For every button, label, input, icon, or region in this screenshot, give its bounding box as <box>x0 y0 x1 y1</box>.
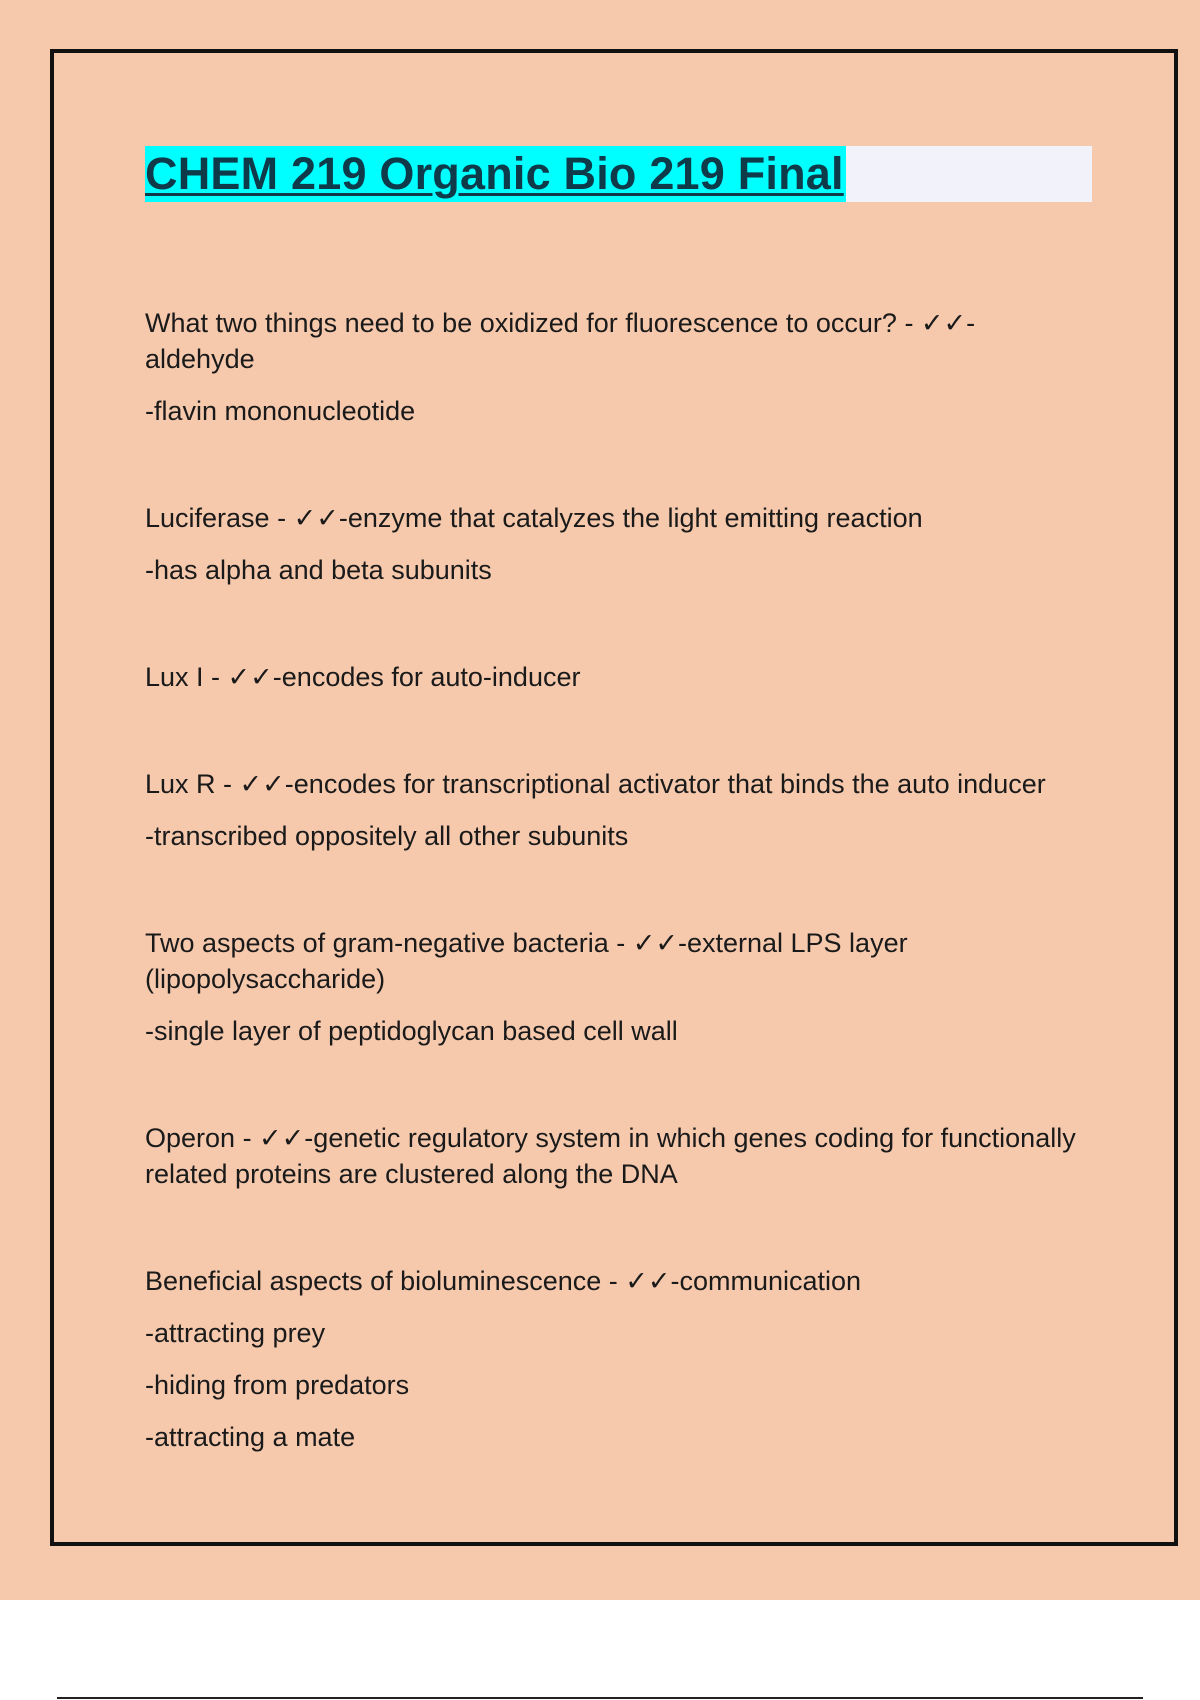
entry-term: Luciferase <box>145 503 270 533</box>
entry-main-line <box>145 500 1095 536</box>
entry-definition: encodes for auto-inducer <box>281 662 581 692</box>
entry-term: Operon <box>145 1123 236 1153</box>
entry-main-line <box>145 1120 1095 1192</box>
footer-divider <box>57 1697 1143 1699</box>
flashcard-entry <box>145 1120 1095 1192</box>
entry-definition: communication <box>679 1266 862 1296</box>
entry-definition: encodes for transcriptional activator that binds the auto inducer <box>293 769 1046 799</box>
entry-main-line <box>145 659 1095 695</box>
document-title: CHEM 219 Organic Bio 219 Final <box>145 146 846 202</box>
flashcard-entry <box>145 305 1095 429</box>
entry-main-line <box>145 1263 1095 1299</box>
entry-term: What two things need to be oxidized for fluorescence to occur? <box>145 308 897 338</box>
entry-definition: genetic regulatory system in which genes coding for functionally related proteins are clustered along the DNA <box>145 1123 1076 1189</box>
flashcard-entry <box>145 500 1095 588</box>
entry-term: Beneficial aspects of bioluminescence <box>145 1266 602 1296</box>
flashcard-entry <box>145 1263 1095 1455</box>
entry-term: Lux I <box>145 662 204 692</box>
entry-extra-line: -has alpha and beta subunits <box>145 555 492 585</box>
entry-term: Two aspects of gram-negative bacteria <box>145 928 609 958</box>
entry-main-line <box>145 925 1095 997</box>
entry-extra-line: -transcribed oppositely all other subunits <box>145 821 629 851</box>
entry-extra-line: -attracting a mate <box>145 1422 356 1452</box>
double-check-separator: - ✓✓- <box>269 503 348 533</box>
entry-extra-line: -attracting prey <box>145 1318 326 1348</box>
flashcard-entry <box>145 766 1095 854</box>
flashcard-entry <box>145 659 1095 695</box>
entry-main-line <box>145 766 1095 802</box>
flashcard-entry <box>145 925 1095 1049</box>
double-check-separator: - ✓✓- <box>608 928 687 958</box>
entry-main-line <box>145 305 1095 377</box>
entry-term: Lux R <box>145 769 216 799</box>
flashcard-list <box>145 305 1095 1455</box>
entry-definition: external LPS layer (lipopolysaccharide) <box>145 928 908 994</box>
double-check-separator: - ✓✓- <box>215 769 294 799</box>
entry-extra-line: -flavin mononucleotide <box>145 396 416 426</box>
double-check-separator: - ✓✓- <box>235 1123 314 1153</box>
entry-definition: aldehyde <box>145 344 255 374</box>
entry-extra-line: -hiding from predators <box>145 1370 410 1400</box>
entry-extra-line: -single layer of peptidoglycan based cell wall <box>145 1016 678 1046</box>
entry-definition: enzyme that catalyzes the light emitting reaction <box>347 503 923 533</box>
double-check-separator: - ✓✓- <box>203 662 282 692</box>
double-check-separator: - ✓✓- <box>601 1266 680 1296</box>
double-check-separator: - ✓✓- <box>896 308 976 338</box>
